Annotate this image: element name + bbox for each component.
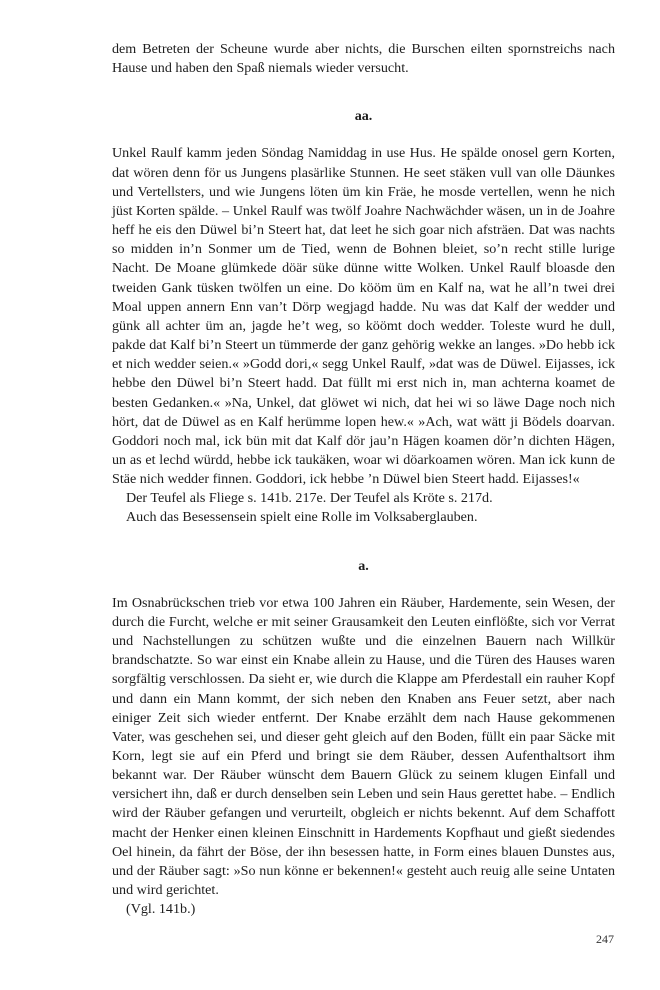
- reference-line: Auch das Besessensein spielt eine Rolle im Volksaberglauben.: [126, 509, 478, 526]
- page-body: [112, 40, 615, 919]
- page-number: 247: [596, 932, 614, 946]
- intro-paragraph: dem Betreten der Scheune wurde aber nichts, die Burschen eilten spornstreichs nach Hause und haben den Spaß niemals wieder versucht.: [112, 41, 615, 77]
- story-paragraph-a: Im Osnabrückschen trieb vor etwa 100 Jahren ein Räuber, Hardemente, sein Wesen, der durch die Furcht, welche er mit seiner Grausamkeit den Leuten einflößte, sich vor Verrat und Nachstellungen zu schützen wußte und die einzelnen Bauern nach Willkür brandschatzte. So war einst ein Knabe allein zu Hause, und die Türen des Hauses waren sorgfältig verschlossen. Da sieht er, wie durch die Klappe am Pferdestall ein rauher Kopf und dann ein Mann kommt, der sich neben den Knaben ans Feuer setzt, aber nach einiger Zeit sich wieder entfernt. Der Knabe erzählt dem nach Hause gekommenen Vater, was geschehen sei, und dieser geht gleich auf den Boden, füllt ein paar Säcke mit Korn, legt sie auf ein Pferd und bringt sie dem Räuber, dessen Aufenthaltsort ihm bekannt war. Der Räuber wünscht dem Bauern Glück zu seinem klugen Einfall und versichert ihn, daß er durch denselben sein Leben und sein Haus gerettet habe. – Endlich wird der Räuber gefangen und verurteilt, obgleich er nichts bekennt. Auf dem Schaffott macht der Henker einen kleinen Einschnitt in Hardements Kopfhaut und gießt siedendes Oel hinein, da fährt der Böse, der ihn besessen hatte, in Form eines blauen Dunstes aus, und der Räuber sagt: »So nun könne er bekennen!« gesteht auch reuig alle seine Untaten und wird gerichtet.: [112, 594, 615, 899]
- section-heading-a: a.: [358, 557, 369, 574]
- reference-line: Der Teufel als Fliege s. 141b. 217e. Der Teufel als Kröte s. 217d.: [126, 490, 493, 507]
- section-heading-aa: aa.: [354, 108, 373, 125]
- reference-line: (Vgl. 141b.): [126, 901, 196, 918]
- story-paragraph-aa: Unkel Raulf kamm jeden Söndag Namiddag in use Hus. He spälde onosel gern Korten, dat wören denn för us Jungens plasärlike Stunnen. He seet stäken vull van olle Däunkes und Vertellsters, und wie Jungens löten üm kin Fräe, he mosde vertellen, wenn he nich jüst Korten spälde. – Unkel Raulf was twölf Joahre Nachwächder wäsen, un in de Joahre heff he eis den Düwel bi’n Steert hat, dat leet he sich goar nich afsträen. Dat was nachts so midden in’n Sonmer um de Tied, wenn de Bohnen bleiet, so’n recht stille lurige Nacht. De Moane glümkede döär süke dünne witte Wolken. Unkel Raulf bloasde den tweiden Gank tüsken twölfen un eine. Do kööm üm en Kalf na, wat he all’n twei drei Moal uppen annern Enn van’t Dörp wegjagd hadde. Nu was dat Kalf der wedder und günk all achter üm an, jagde he’t weg, so köömt doch wedder. Toleste wurd he dull, pakde dat Kalf bi’n Steert un tümmerde der ganz gehörig wekke an langes. »Do hebb ick et nich wedder seien.« »Godd dori,« segg Unkel Raulf, »dat was de Düwel. Eijasses, ick hebbe den Düwel bi’n Steert hadd. Dat füllt mi erst nich in, man achterna koamet de besten Gedanken.« »Na, Unkel, dat glöwet wi nich, dat hei wi so läwe Dage noch nich hört, dat de Düwel as en Kalf herümme lopen hew.« »Ach, wat wätt ji Bödels doarvan. Goddori noch mal, ick bün mit dat Kalf dör jau’n Hägen koamen dör’n dichten Hägen, un as et lechd würdd, hebbe ick taukäken, woar wi döarkoamen wören. Man ick kunn de Stäe nich wedder finnen. Goddori, ick hebbe ’n Düwel bien Steert hadd. Eijasses!«: [112, 145, 615, 488]
